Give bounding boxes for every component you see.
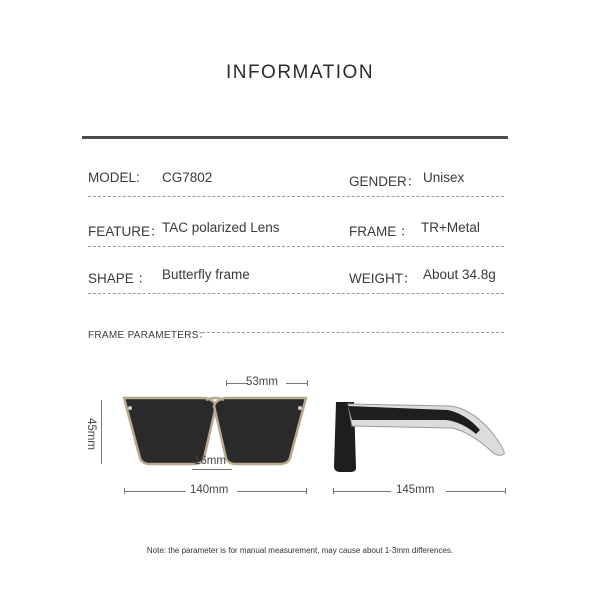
page-title: INFORMATION <box>225 62 375 83</box>
weight-value: About 34.8g <box>423 267 496 282</box>
title-divider <box>82 136 508 139</box>
lens-height-label: 45mm <box>85 418 97 450</box>
lens-width-tick-left <box>226 380 227 386</box>
sunglasses-side-view <box>330 396 510 476</box>
measurement-note: Note: the parameter is for manual measurement, may cause about 1-3mm differences. <box>146 546 454 555</box>
lens-width-line-right <box>286 383 308 384</box>
spec-row-feature-frame <box>88 220 504 246</box>
gender-value: Unisex <box>423 170 465 185</box>
spec-row-shape-weight <box>88 267 504 293</box>
frame-width-tick-left <box>124 488 125 494</box>
bridge-line <box>192 469 232 470</box>
shape-label: SHAPE ： <box>88 271 152 286</box>
temple-length-tick-right <box>505 488 506 494</box>
frame-width-label: 140mm <box>190 484 229 496</box>
temple-length-line-right <box>446 491 506 492</box>
feature-value: TAC polarized Lens <box>162 220 280 235</box>
bridge-label: 16mm <box>194 455 226 467</box>
temple-length-line-left <box>333 491 391 492</box>
lens-width-tick-right <box>307 380 308 386</box>
frame-width-tick-right <box>306 488 307 494</box>
weight-label: WEIGHT： <box>349 271 417 286</box>
lens-width-line-left <box>226 383 248 384</box>
frame-label: FRAME ： <box>349 224 414 239</box>
feature-label: FEATURE： <box>88 224 164 239</box>
temple-length-label: 145mm <box>396 484 435 496</box>
lens-width-label: 53mm <box>246 376 278 388</box>
shape-value: Butterfly frame <box>162 267 250 282</box>
gender-label: GENDER： <box>349 174 421 189</box>
row-divider <box>88 293 504 294</box>
model-value: CG7802 <box>162 170 213 185</box>
frame-width-line-left <box>124 491 186 492</box>
spec-row-model-gender <box>88 170 504 196</box>
row-divider <box>88 246 504 247</box>
lens-height-line <box>101 400 102 464</box>
row-divider <box>88 196 504 197</box>
model-label: MODEL: <box>88 170 140 185</box>
frame-value: TR+Metal <box>421 220 480 235</box>
frame-parameters-label: FRAME PARAMETERS： <box>88 330 210 341</box>
frame-parameters-divider <box>202 332 504 333</box>
frame-width-line-right <box>237 491 307 492</box>
temple-length-tick-left <box>333 488 334 494</box>
